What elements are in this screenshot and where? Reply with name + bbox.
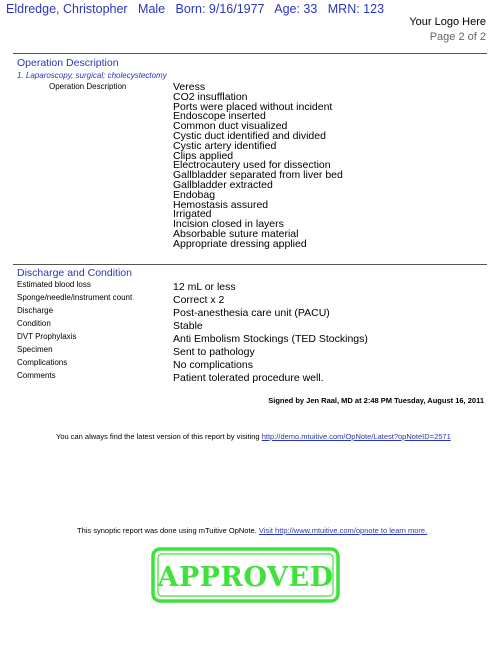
- patient-header: [6, 2, 384, 16]
- discharge-row-label: DVT Prophylaxis: [17, 332, 77, 341]
- operation-step: Incision closed in layers: [173, 218, 284, 231]
- logo-placeholder: Your Logo Here: [409, 16, 486, 28]
- operation-step: Cystic duct identified and divided: [173, 129, 326, 142]
- operation-steps-list: [173, 83, 343, 250]
- operation-step: Gallbladder separated from liver bed: [173, 169, 343, 182]
- discharge-row-label: Complications: [17, 358, 68, 367]
- discharge-row-label: Sponge/needle/instrument count: [17, 293, 133, 302]
- discharge-row-label: Estimated blood loss: [17, 280, 91, 289]
- discharge-row-value: Sent to pathology: [173, 346, 255, 358]
- operation-section-title: Operation Description: [17, 57, 119, 69]
- operation-step: Cystic artery identified: [173, 139, 277, 152]
- operation-step: Veress: [173, 81, 206, 93]
- latest-version-note: [56, 432, 451, 441]
- operation-step: Hemostasis assured: [173, 198, 269, 211]
- synoptic-text: This synoptic report was done using mTuitive OpNote.: [77, 526, 257, 535]
- discharge-row-value: Stable: [173, 320, 203, 332]
- discharge-row-value: No complications: [173, 359, 253, 371]
- discharge-section-title: Discharge and Condition: [17, 267, 132, 279]
- patient-age: Age: 33: [274, 2, 318, 16]
- discharge-row-label: Specimen: [17, 345, 53, 354]
- page-number: Page 2 of 2: [429, 31, 486, 43]
- patient-name: Eldredge, Christopher: [6, 2, 128, 16]
- divider: [13, 264, 487, 265]
- latest-version-text: You can always find the latest version of this report by visiting: [56, 432, 260, 441]
- discharge-row-label: Comments: [17, 371, 56, 380]
- operation-step: Clips applied: [173, 149, 234, 162]
- operation-step: Irrigated: [173, 208, 212, 221]
- discharge-row-value: 12 mL or less: [173, 281, 236, 293]
- patient-sex: Male: [138, 2, 166, 16]
- operation-step: Endobag: [173, 188, 216, 201]
- operation-step: Absorbable suture material: [173, 227, 299, 240]
- operation-description-label: Operation Description: [49, 82, 127, 91]
- operation-step: Appropriate dressing applied: [173, 237, 307, 250]
- operation-step: CO2 insufflation: [173, 90, 248, 103]
- patient-mrn: MRN: 123: [327, 2, 385, 16]
- divider: [13, 53, 487, 54]
- procedure-title: 1. Laparoscopy, surgical; cholecystectomy: [17, 71, 167, 80]
- patient-born: Born: 9/16/1977: [175, 2, 265, 16]
- discharge-row-value: Patient tolerated procedure well.: [173, 372, 324, 384]
- discharge-row-label: Condition: [17, 319, 51, 328]
- operation-step: Electrocautery used for dissection: [173, 159, 331, 172]
- stamp-text: APPROVED: [157, 562, 334, 593]
- synoptic-note: [77, 526, 427, 535]
- discharge-row-label: Discharge: [17, 306, 54, 315]
- discharge-row-value: Post-anesthesia care unit (PACU): [173, 307, 330, 319]
- discharge-row-value: Anti Embolism Stockings (TED Stockings): [173, 333, 368, 345]
- operation-step: Gallbladder extracted: [173, 178, 273, 191]
- operation-step: Ports were placed without incident: [173, 100, 333, 113]
- discharge-row-value: Correct x 2: [173, 294, 225, 306]
- synoptic-link[interactable]: Visit http://www.mtuitive.com/opnote to learn more.: [258, 526, 428, 535]
- latest-version-link[interactable]: http://demo.mtuitive.com/OpNote/Latest?opNoteID=2571: [261, 432, 451, 441]
- signature-line: Signed by Jen Raal, MD at 2:48 PM Tuesday, August 16, 2011: [268, 396, 484, 405]
- operation-step: Common duct visualized: [173, 120, 288, 133]
- approved-stamp: [151, 547, 340, 603]
- operation-step: Endoscope inserted: [173, 110, 266, 123]
